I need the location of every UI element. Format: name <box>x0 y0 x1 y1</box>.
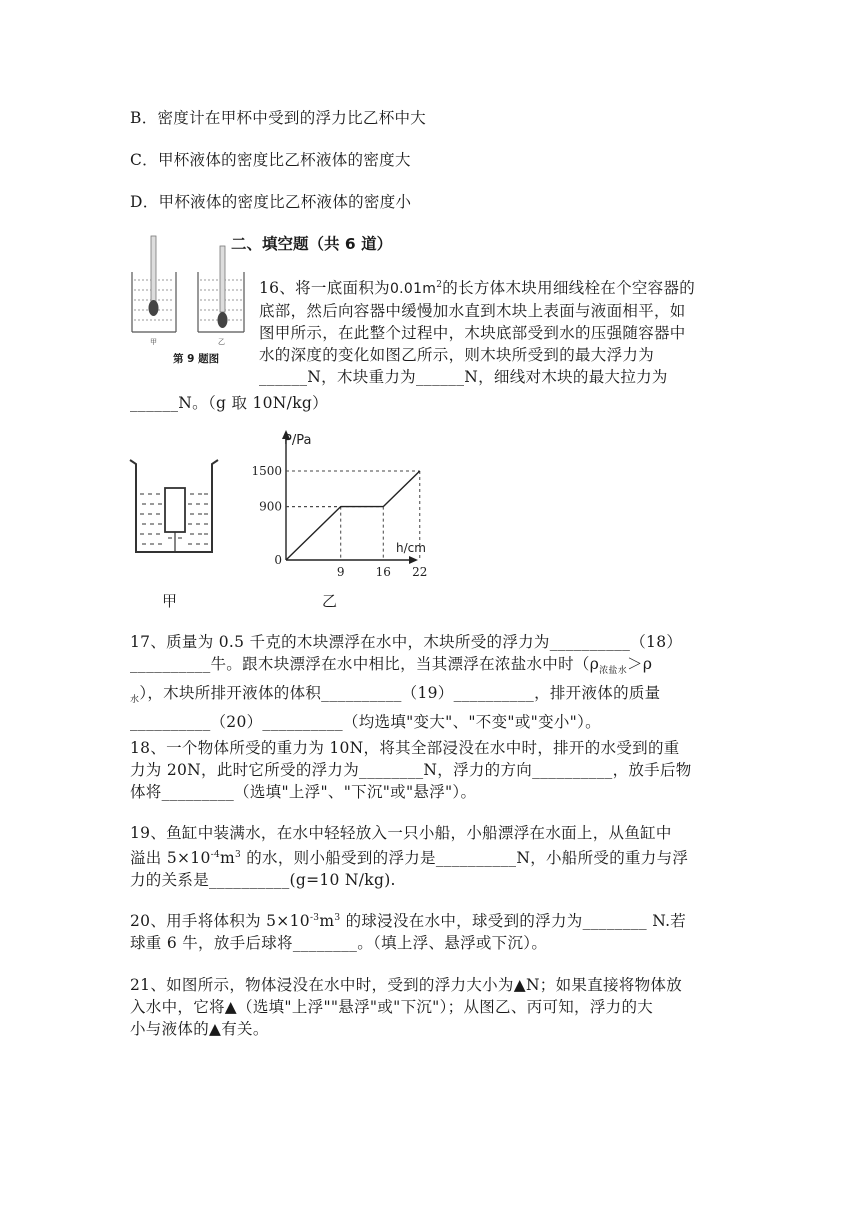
area-value: 0.01m <box>389 281 437 298</box>
q17-line-4: __________（20）__________（均选填"变大"、"不变"或"变小"）。 <box>130 713 601 732</box>
q20-line-2: 球重 6 牛，放手后球将________。（填上浮、悬浮或下沉）。 <box>130 934 548 953</box>
x-tick-label: 22 <box>412 565 428 579</box>
q18-line-2: 力为 20N，此时它所受的浮力为________N，浮力的方向__________，放手后物 <box>130 761 692 779</box>
q19-line-3: 力的关系是__________(g=10 N/kg). <box>130 871 396 890</box>
section-heading: 二、填空题（共 6 道） <box>231 235 393 253</box>
graph-y-title: P/Pa <box>284 433 312 448</box>
question-21 <box>130 974 730 1040</box>
option-c: C．甲杯液体的密度比乙杯液体的密度大 <box>130 151 411 169</box>
q21-line-1: 21、如图所示，物体浸没在水中时，受到的浮力大小为▲N；如果直接将物体放 <box>130 976 683 994</box>
q16-line-3: 图甲所示，在此整个过程中，木块底部受到水的压强随容器中 <box>259 324 686 343</box>
graph-y-tick-labels <box>251 464 282 567</box>
q17-line-2: __________牛。跟木块漂浮在水中相比，当其漂浮在浓盐水中时（$\rho_{浓盐水}>\rho$ <box>130 655 653 677</box>
series-segment <box>383 471 419 507</box>
q17-line-3: $_水$），木块所排开液体的体积__________（19）__________，排开液体的质量 <box>130 684 661 706</box>
q21-line-2: 入水中，它将▲（选填"上浮""悬浮"或"下沉"）；从图乙、丙可知，浮力的大 <box>130 998 654 1016</box>
q16-line-5: ______N，木块重力为______N，细线对木块的最大拉力为 <box>259 368 668 387</box>
q16-line-2: 底部，然后向容器中缓慢加水直到木块上表面与液面相平，如 <box>259 302 686 321</box>
graph-x-title: h/cm <box>396 541 426 555</box>
fig9-label-right: 乙 <box>218 338 225 346</box>
q17-line-1: 17、质量为 0.5 千克的木块漂浮在水中，木块所受的浮力为__________（18） <box>130 633 683 651</box>
x-tick-label: 9 <box>336 565 345 579</box>
y-tick-label: 0 <box>274 553 282 567</box>
figure-16-jia-beaker <box>128 456 220 556</box>
question-17 <box>130 631 730 733</box>
q21-line-3: 小与液体的▲有关。 <box>130 1020 269 1038</box>
graph-x-tick-labels <box>337 565 428 579</box>
figure-16-label-yi: 乙 <box>322 592 338 610</box>
q16-line-4: 水的深度的变化如图乙所示，则木块所受到的最大浮力为 <box>259 346 655 365</box>
series-segment <box>286 507 341 560</box>
y-tick-label: 900 <box>259 499 282 514</box>
q18-line-3: 体将_________（选填"上浮"、"下沉"或"悬浮"）。 <box>130 783 477 801</box>
figure-16-yi-graph <box>250 426 428 579</box>
option-b: B．密度计在甲杯中受到的浮力比乙杯中大 <box>130 109 427 127</box>
question-19 <box>130 822 730 891</box>
q16-line-1: 16、将一底面积为$0.01m^2$的长方体木块用细线栓在个空容器的 <box>259 279 696 298</box>
question-20 <box>130 907 730 954</box>
beaker-jia <box>132 236 176 332</box>
x-tick-label: 16 <box>375 565 391 579</box>
fig9-label-left: 甲 <box>150 338 157 346</box>
question-18 <box>130 737 730 803</box>
q19-line-2: 溢出 $5\times 10^{-4}m^3$ 的水，则小船受到的浮力是__________N，小船所受的重力与浮 <box>130 849 689 868</box>
q16-line-6: ______N。（g 取 10N/kg） <box>130 394 328 412</box>
figure-9-caption: 第 9 题图 <box>173 353 220 365</box>
question-16 <box>259 274 695 388</box>
q19-line-1: 19、鱼缸中装满水，在水中轻轻放入一只小船，小船漂浮在水面上，从鱼缸中 <box>130 824 672 842</box>
figure-16-label-jia: 甲 <box>162 592 178 610</box>
q18-line-1: 18、一个物体所受的重力为 10N，将其全部浸没在水中时，排开的水受到的重 <box>130 739 680 757</box>
beaker-yi <box>198 246 244 332</box>
q20-line-1: 20、用手将体积为 $5\times 10^{-3}m^3$ 的球浸没在水中，球受到的浮力为________ N.若 <box>130 912 687 931</box>
y-tick-label: 1500 <box>251 464 282 478</box>
option-d: D．甲杯液体的密度比乙杯液体的密度小 <box>130 193 412 211</box>
